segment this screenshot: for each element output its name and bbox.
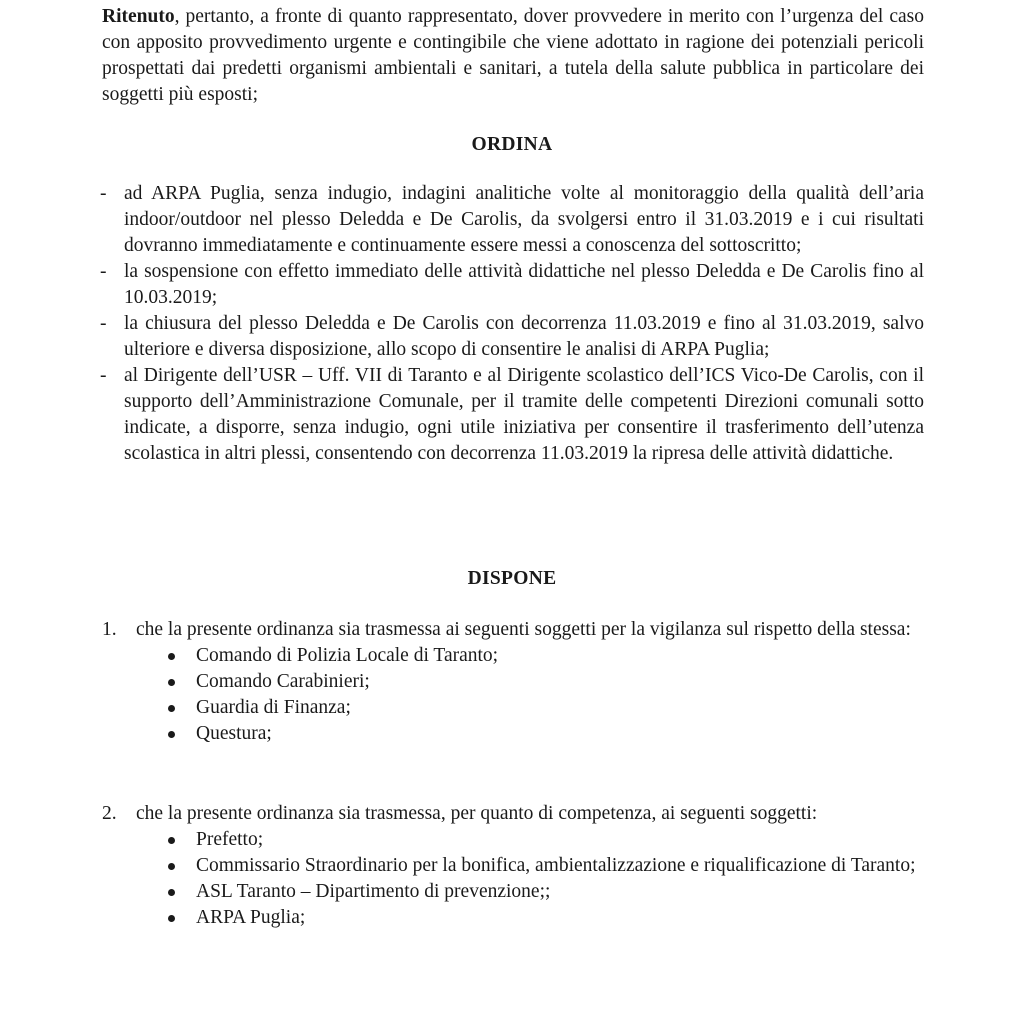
list-item — [162, 827, 924, 853]
list-item-text: ARPA Puglia; — [196, 907, 306, 928]
ordina-item — [100, 311, 924, 363]
list-item-text: ASL Taranto – Dipartimento di prevenzione;; — [196, 881, 551, 902]
bullet-icon — [168, 915, 175, 922]
dispone-item-row — [102, 617, 924, 643]
list-item-text: Comando Carabinieri; — [196, 671, 370, 692]
list-item — [162, 853, 924, 879]
ordina-item-text: al Dirigente dell’USR – Uff. VII di Taranto e al Dirigente scolastico dell’ICS Vico-De Carolis, con il supporto dell’Amministrazione Comunale, per il tramite delle competenti Direzioni comunali sotto indicate, a disporre, senza indugio, ogni utile iniziativa per consentire il trasferimento dell’utenza scolastica in altri plessi, consentendo con decorrenza 11.03.2019 la ripresa delle attività didattiche. — [124, 365, 924, 464]
bullet-icon — [168, 863, 175, 870]
ordina-item — [100, 363, 924, 467]
dispone-heading: DISPONE — [467, 568, 557, 589]
ordina-item-text: la sospensione con effetto immediato delle attività didattiche nel plesso Deledda e De Carolis fino al 10.03.2019; — [124, 261, 924, 308]
bullet-icon — [168, 731, 175, 738]
list-item-text: Commissario Straordinario per la bonifica, ambientalizzazione e riqualificazione di Taranto; — [196, 855, 916, 876]
list-item — [162, 721, 924, 747]
list-item-text: Comando di Polizia Locale di Taranto; — [196, 645, 499, 666]
dash-marker: - — [100, 183, 107, 204]
list-item — [162, 905, 924, 931]
recipient-list — [102, 643, 924, 747]
list-item — [162, 695, 924, 721]
dash-marker: - — [100, 313, 107, 334]
list-item-text: Guardia di Finanza; — [196, 697, 351, 718]
dispone-item-text: che la presente ordinanza sia trasmessa, per quanto di competenza, ai seguenti soggetti: — [136, 803, 818, 824]
list-item — [162, 669, 924, 695]
list-item-text: Questura; — [196, 723, 272, 744]
ordina-heading: ORDINA — [471, 134, 553, 155]
list-item-text: Prefetto; — [196, 829, 264, 850]
recipient-list — [102, 827, 924, 931]
intro-paragraph — [102, 4, 924, 108]
dispone-item — [102, 801, 924, 931]
item-number: 1. — [102, 619, 117, 640]
dispone-item-row — [102, 801, 924, 827]
dash-marker: - — [100, 261, 107, 282]
bullet-icon — [168, 653, 175, 660]
intro-text: , pertanto, a fronte di quanto rappresentato, dover provvedere in merito con l’urgenza del caso con apposito provvedimento urgente e contingibile che viene adottato in ragione dei potenziali pericoli prospettati dai predetti organismi ambientali e sanitari, a tutela della salute pubblica in particolare dei soggetti più esposti; — [102, 6, 924, 105]
bullet-icon — [168, 705, 175, 712]
bullet-icon — [168, 889, 175, 896]
ordina-item-text: ad ARPA Puglia, senza indugio, indagini analitiche volte al monitoraggio della qualità dell’aria indoor/outdoor nel plesso Deledda e De Carolis, da svolgersi entro il 31.03.2019 e i cui risultati dovranno immediatamente e continuamente essere messi a conoscenza del sottoscritto; — [124, 183, 924, 256]
dispone-item-text: che la presente ordinanza sia trasmessa ai seguenti soggetti per la vigilanza sul rispetto della stessa: — [136, 619, 911, 640]
intro-lead: Ritenuto — [102, 6, 175, 27]
ordina-item — [100, 259, 924, 311]
dash-marker: - — [100, 365, 107, 386]
ordina-list — [100, 181, 924, 467]
ordina-item — [100, 181, 924, 259]
list-item — [162, 879, 924, 905]
list-item — [162, 643, 924, 669]
bullet-icon — [168, 679, 175, 686]
item-number: 2. — [102, 803, 117, 824]
dispone-item — [102, 617, 924, 747]
bullet-icon — [168, 837, 175, 844]
ordina-item-text: la chiusura del plesso Deledda e De Carolis con decorrenza 11.03.2019 e fino al 31.03.2019, salvo ulteriore e diversa disposizione, allo scopo di consentire le analisi di ARPA Puglia; — [124, 313, 924, 360]
